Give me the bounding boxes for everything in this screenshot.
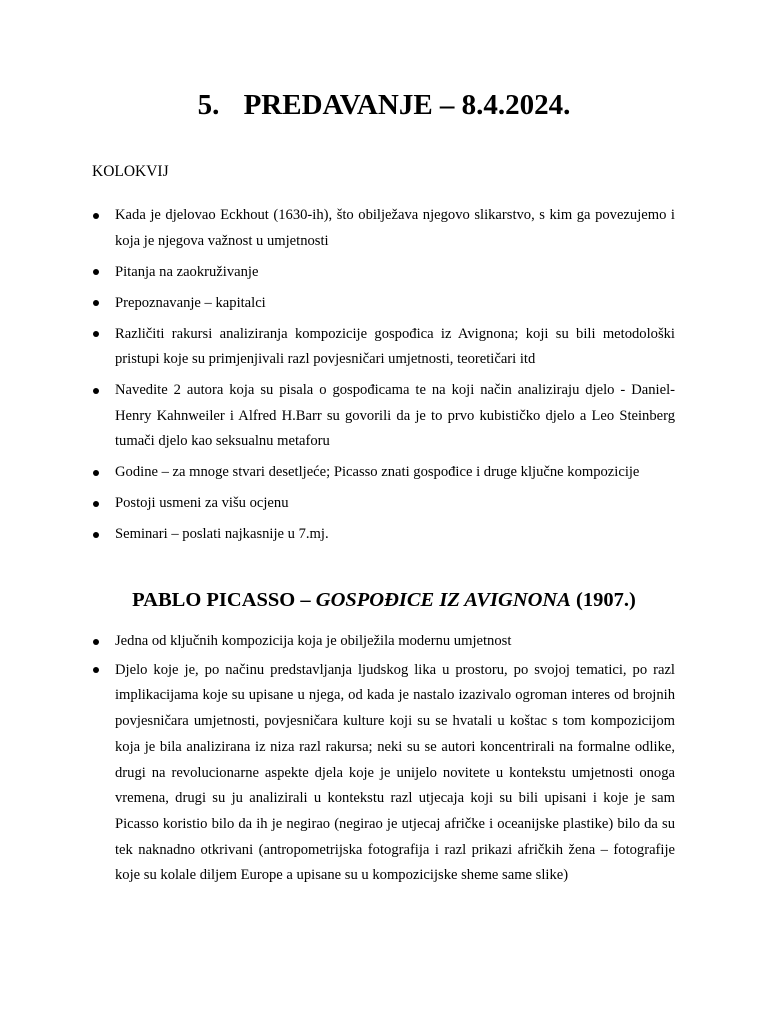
page-title xyxy=(0,85,768,125)
title-number: 5. xyxy=(197,89,220,121)
kolokvij-label: KOLOKVIJ xyxy=(92,163,169,180)
list-item: Različiti rakursi analiziranja kompozicije gospođica iz Avignona; koji su bili metodološki pristupi koje su primjenjivali razl povjesničari umjetnosti, teoretičari itd xyxy=(92,322,675,373)
list-item: Godine – za mnoge stvari desetljeće; Picasso znati gospođice i druge ključne kompozicije xyxy=(92,460,675,486)
list-item: Prepoznavanje – kapitalci xyxy=(92,291,675,317)
list-item: Navedite 2 autora koja su pisala o gospođicama te na koji način analiziraju djelo - Daniel-Henry Kahnweiler i Alfred H.Barr su govorili da je to prvo kubističko djelo a Leo Steinberg tumači djelo kao seksualnu metaforu xyxy=(92,378,675,455)
title-year: (1907.) xyxy=(570,589,636,611)
picasso-list xyxy=(92,629,675,892)
list-item: Postoji usmeni za višu ocjenu xyxy=(92,491,675,517)
title-prefix: PABLO PICASSO – xyxy=(132,589,316,611)
list-item: Kada je djelovao Eckhout (1630-ih), što obilježava njegovo slikarstvo, s kim ga povezujemo i koja je njegova važnost u umjetnosti xyxy=(92,203,675,254)
list-item: Seminari – poslati najkasnije u 7.mj. xyxy=(92,522,675,548)
list-item: Pitanja na zaokruživanje xyxy=(92,260,675,286)
list-item: Djelo koje je, po načinu predstavljanja ljudskog lika u prostoru, po svojoj tematici, po razl implikacijama koje su upisane u njega, od kada je nastalo izazivalo ogroman interes od brojnih povjesničara umjetnosti, povjesničara kulture koji su se hvatali u koštac s tom kompozicijom koja je bila analizirana iz niza razl rakursa; neki su se autori koncentrirali na formalne odlike, drugi na revolucionarne aspekte djela koje je unijelo novitete u kontekstu umjetnosti onoga vremena, drugi su ju analizirali u kontekstu razl utjecaja koji su bili upisani i koje je sam Picasso koristio bilo da ih je negirao (negirao je utjecaj afričke i oceanijske plastike) bilo da su tek naknadno otkrivani (antropometrijska fotografija i razl prikazi afričkih žena – fotografije koje su kolale diljem Europe a upisane su u kompozicijske sheme same slike) xyxy=(92,658,675,889)
kolokvij-list xyxy=(92,203,675,553)
picasso-section-title xyxy=(0,585,768,615)
title-artwork: GOSPOĐICE IZ AVIGNONA xyxy=(315,589,571,611)
title-text: PREDAVANJE – 8.4.2024. xyxy=(243,89,571,121)
list-item: Jedna od ključnih kompozicija koja je obilježila modernu umjetnost xyxy=(92,629,675,655)
